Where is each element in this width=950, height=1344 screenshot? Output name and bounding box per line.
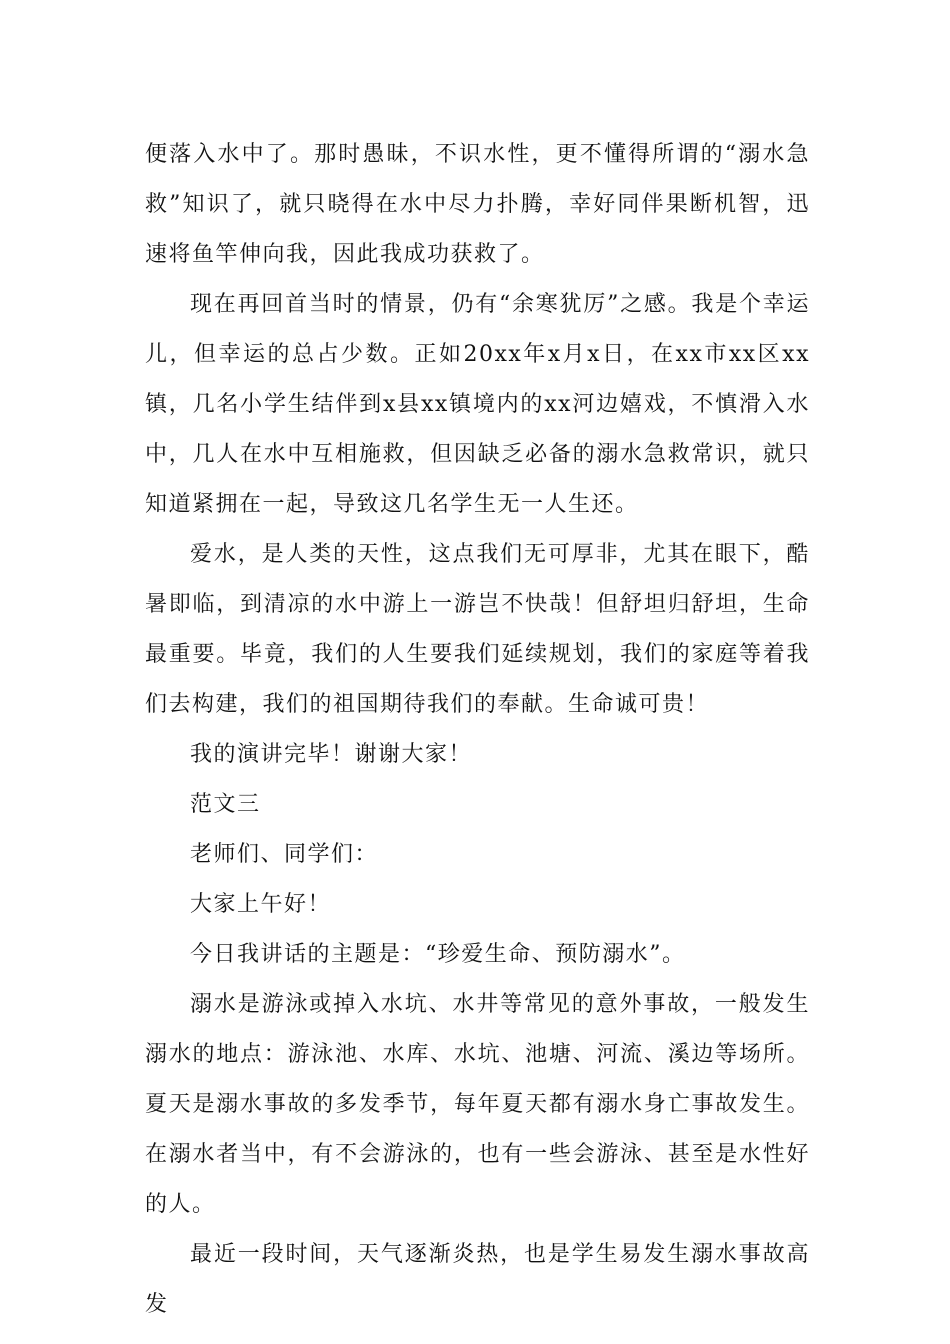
- paragraph: 溺水是游泳或掉入水坑、水井等常见的意外事故，一般发生溺水的地点：游泳池、水库、水坑、池塘、河流、溪边等场所。夏天是溺水事故的多发季节，每年夏天都有溺水身亡事故发生。在溺水者当中，有不会游泳的，也有一些会游泳、甚至是水性好的人。: [145, 992, 810, 1217]
- paragraph-continuation: 便落入水中了。那时愚昧，不识水性，更不懂得所谓的“溺水急救”知识了，就只晓得在水中尽力扑腾，幸好同伴果断机智，迅速将鱼竿伸向我，因此我成功获救了。: [145, 142, 810, 267]
- section-heading: 范文三: [190, 792, 261, 817]
- paragraph: 最近一段时间，天气逐渐炎热，也是学生易发生溺水事故高发: [145, 1242, 810, 1317]
- document-body: [145, 130, 810, 1330]
- salutation: 老师们、同学们：: [190, 842, 379, 867]
- greeting: 大家上午好！: [190, 892, 332, 917]
- closing-line: 我的演讲完毕！谢谢大家！: [190, 742, 473, 767]
- paragraph: 现在再回首当时的情景，仍有“余寒犹厉”之感。我是个幸运儿，但幸运的总占少数。正如20xx年x月x日，在xx市xx区xx镇，几名小学生结伴到x县xx镇境内的xx河边嬉戏，不慎滑入水中，几人在水中互相施救，但因缺乏必备的溺水急救常识，就只知道紧拥在一起，导致这几名学生无一人生还。: [145, 292, 810, 517]
- paragraph: 爱水，是人类的天性，这点我们无可厚非，尤其在眼下，酷暑即临，到清凉的水中游上一游岂不快哉！但舒坦归舒坦，生命最重要。毕竟，我们的人生要我们延续规划，我们的家庭等着我们去构建，我们的祖国期待我们的奉献。生命诚可贵！: [145, 542, 810, 717]
- topic-line: 今日我讲话的主题是：“珍爱生命、预防溺水”。: [190, 942, 686, 967]
